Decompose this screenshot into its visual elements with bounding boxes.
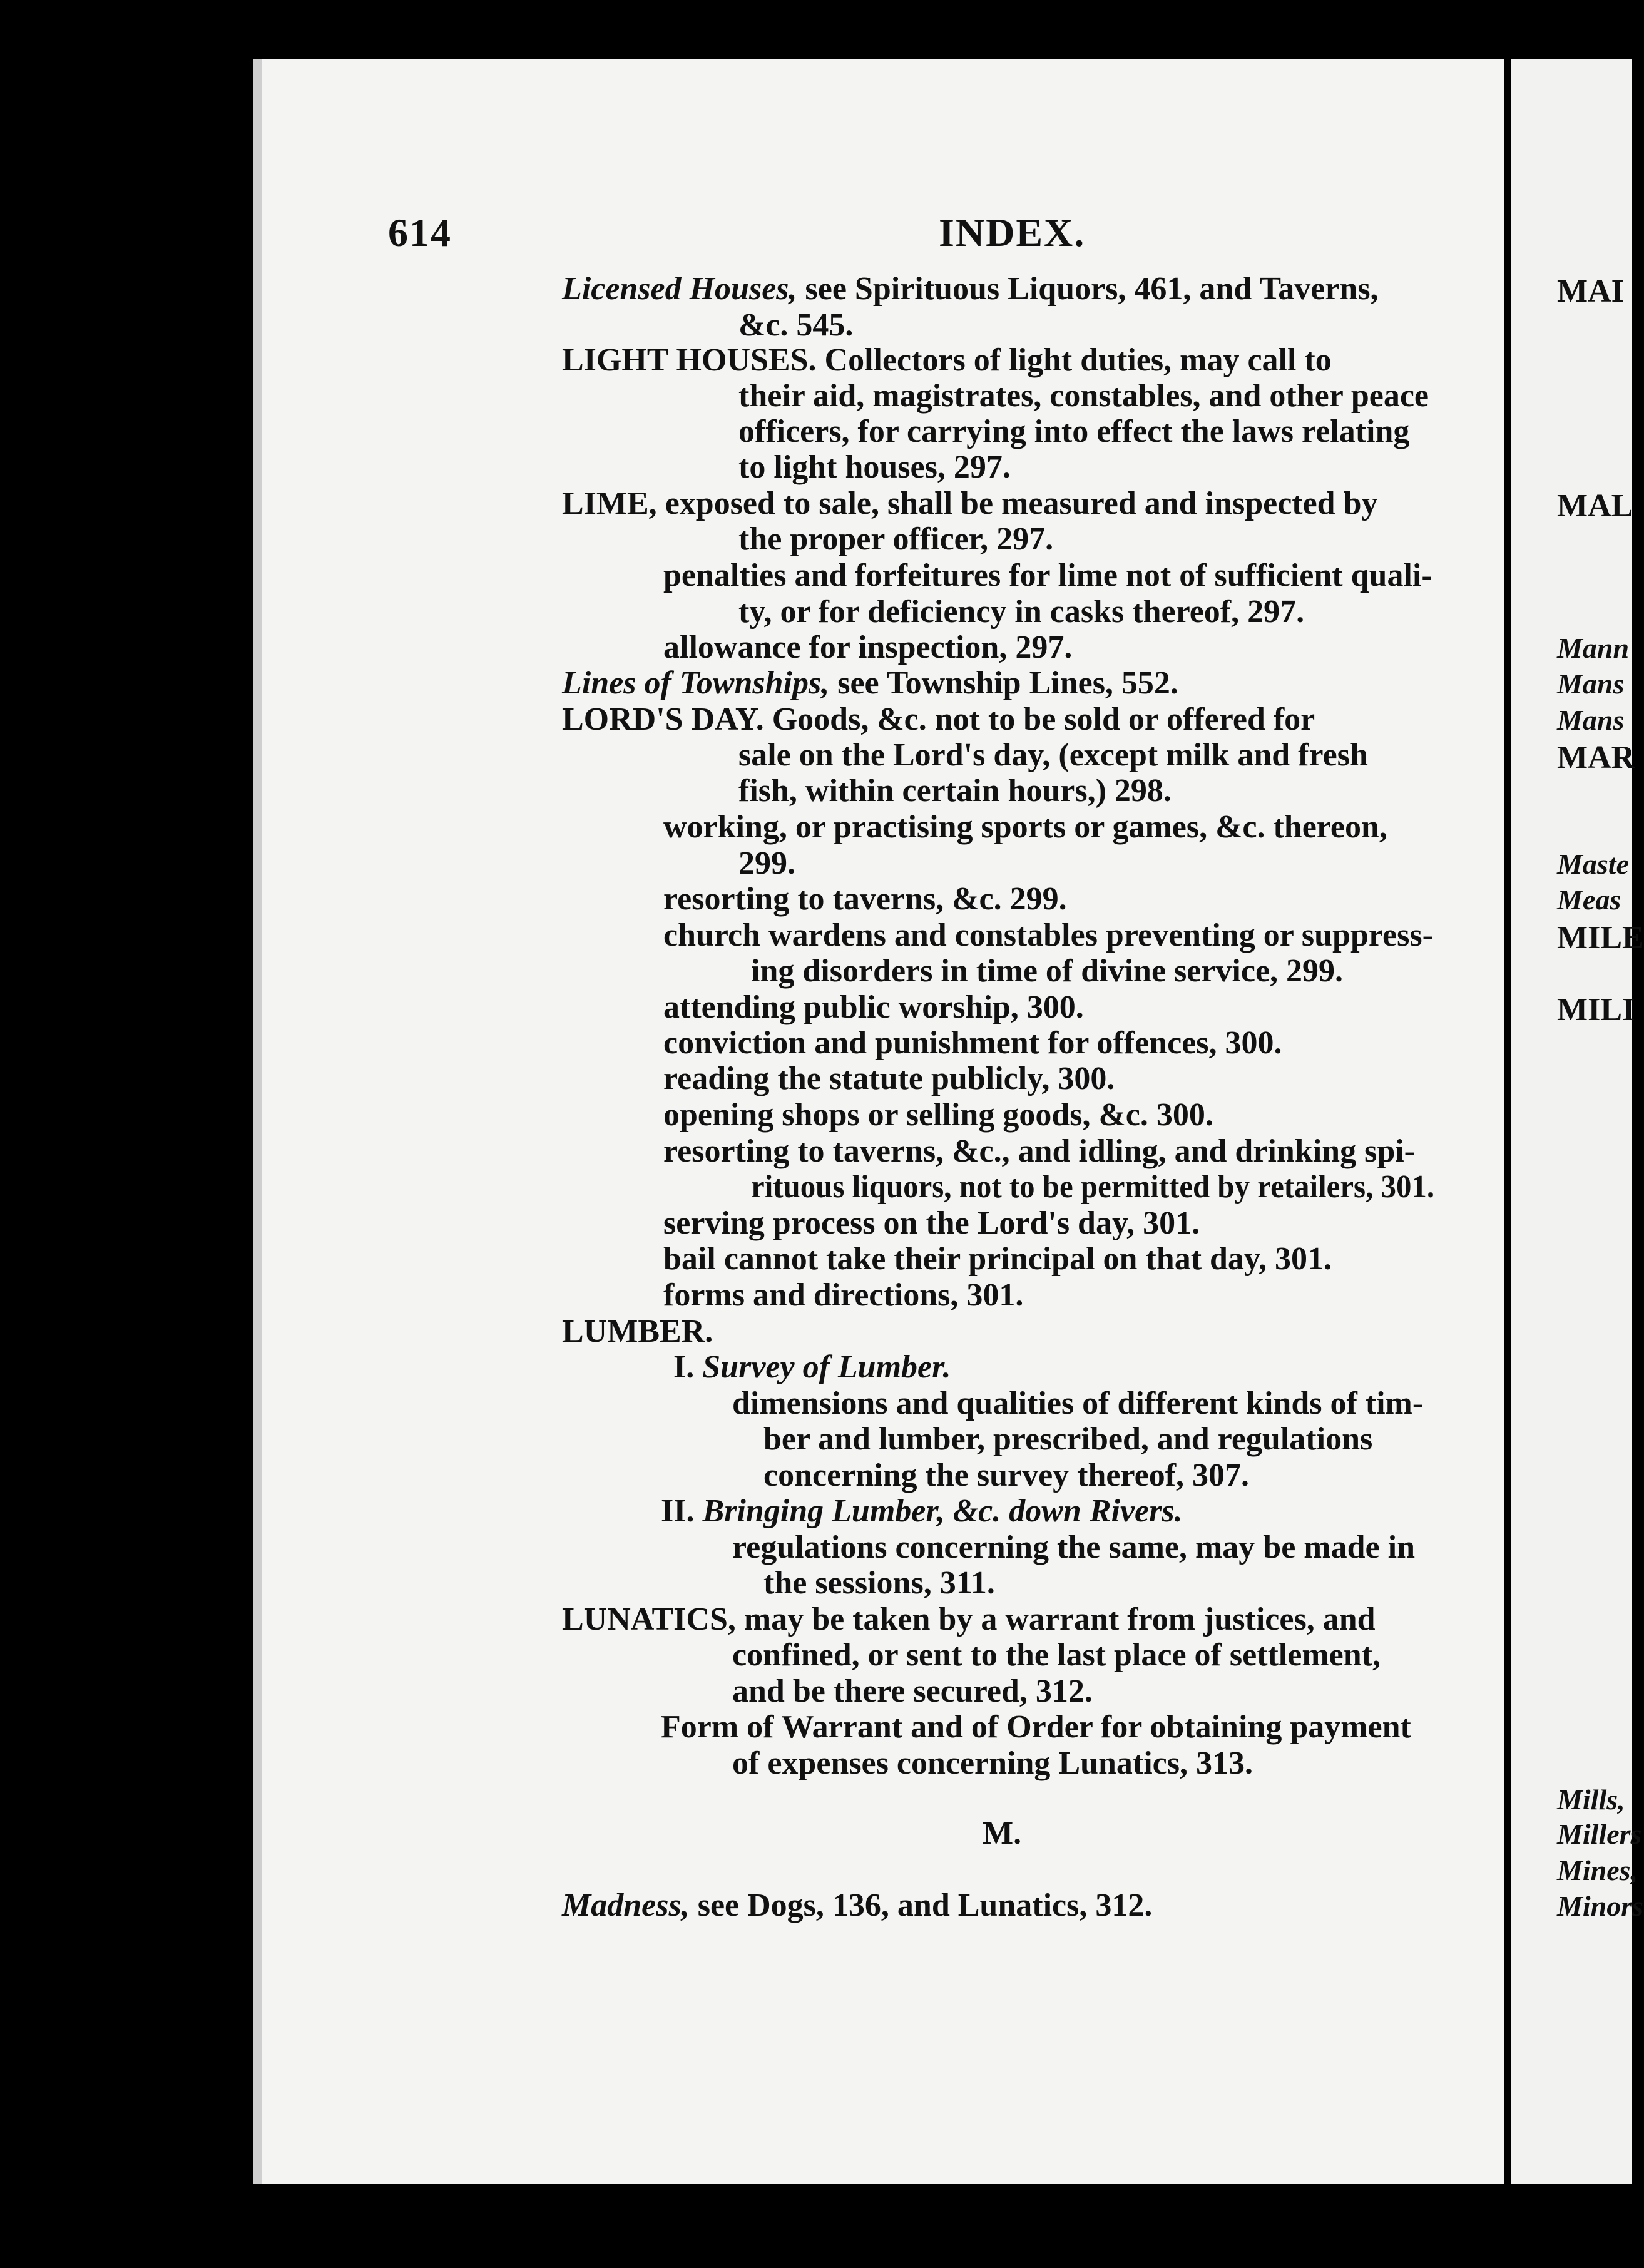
index-text: sale on the Lord's day, (except milk and fresh — [738, 737, 1368, 773]
index-term-italic: Licensed Houses, — [562, 271, 797, 307]
index-term-italic: Survey of Lumber. — [702, 1349, 951, 1385]
index-text: allowance for inspection, 297. — [663, 630, 1073, 665]
index-text: dimensions and qualities of different kinds of tim- — [732, 1386, 1424, 1421]
next-page-fragment: MAR — [1557, 740, 1635, 775]
index-line — [562, 344, 1332, 377]
index-text: LORD'S DAY. — [562, 702, 764, 737]
index-text: working, or practising sports or games, &c. thereon, — [663, 809, 1387, 845]
index-line — [738, 416, 1409, 448]
index-text: reading the statute publicly, 300. — [663, 1061, 1115, 1096]
index-text: regulations concerning the same, may be made in — [732, 1530, 1415, 1565]
index-line — [562, 703, 1315, 736]
index-text: to light houses, 297. — [738, 449, 1011, 485]
index-text: opening shops or selling goods, &c. 300. — [663, 1097, 1213, 1133]
index-line — [751, 1171, 1434, 1203]
index-text: see Dogs, 136, and Lunatics, 312. — [689, 1887, 1153, 1923]
index-text: see Spirituous Liquors, 461, and Taverns, — [797, 271, 1379, 307]
index-line — [661, 1495, 1183, 1528]
next-page-fragment: MILE — [1557, 920, 1644, 956]
next-page-fragment: Mans — [1557, 704, 1625, 736]
index-text: LIGHT HOUSES. — [562, 342, 817, 378]
index-line — [562, 1603, 1376, 1636]
index-text: officers, for carrying into effect the laws relating — [738, 414, 1410, 449]
next-page-fragment: MAL — [1557, 488, 1633, 524]
index-text: 299. — [738, 845, 795, 881]
index-line — [738, 847, 795, 880]
index-line — [738, 739, 1368, 772]
index-text: resorting to taverns, &c., and idling, and drinking spi- — [663, 1133, 1416, 1169]
next-page-fragment: MAI — [1557, 273, 1624, 309]
index-text: of expenses concerning Lunatics, 313. — [732, 1745, 1253, 1781]
index-line — [562, 1315, 713, 1348]
next-page-fragment: Mills, — [1557, 1784, 1625, 1816]
next-page-fragment: Maste — [1557, 848, 1629, 880]
index-line — [738, 523, 1053, 556]
index-line — [732, 1531, 1415, 1564]
index-line — [763, 1567, 995, 1600]
next-page-fragment: Minors — [1557, 1890, 1644, 1922]
index-text: M. — [983, 1816, 1022, 1851]
index-line — [663, 1099, 1213, 1131]
index-line — [663, 883, 1067, 916]
index-line — [738, 775, 1172, 807]
index-line — [763, 1423, 1372, 1456]
index-line — [663, 811, 1387, 844]
page-number: 614 — [388, 210, 452, 255]
index-line — [663, 1207, 1200, 1240]
index-line — [663, 1279, 1023, 1312]
index-term-italic: Lines of Townships, — [562, 665, 830, 701]
index-term-italic: Madness, — [562, 1887, 690, 1923]
index-text: their aid, magistrates, constables, and other peace — [738, 378, 1429, 414]
index-text: and be there secured, 312. — [732, 1673, 1093, 1709]
index-line — [751, 955, 1343, 988]
index-line — [562, 273, 1379, 305]
index-text: bail cannot take their principal on that day, 301. — [663, 1241, 1332, 1277]
next-page-fragment: Millers — [1557, 1818, 1642, 1850]
index-line — [732, 1675, 1093, 1708]
index-text: forms and directions, 301. — [663, 1277, 1024, 1313]
index-line — [562, 488, 1378, 520]
index-line — [663, 559, 1432, 592]
index-text: II. — [661, 1493, 703, 1529]
index-line — [663, 1135, 1415, 1168]
next-page-fragment: MILI — [1557, 992, 1635, 1028]
index-text: LUMBER. — [562, 1314, 713, 1349]
next-page-fragment: Mines, — [1557, 1854, 1638, 1886]
index-text: Collectors of light duties, may call to — [816, 342, 1332, 378]
index-text: resorting to taverns, &c. 299. — [663, 881, 1067, 917]
index-text: ing disorders in time of divine service, 299. — [751, 953, 1344, 989]
index-text: the proper officer, 297. — [738, 521, 1054, 557]
index-text: rituous liquors, not to be permitted by retailers, 301. — [751, 1169, 1435, 1205]
index-line — [732, 1387, 1423, 1420]
index-text: exposed to sale, shall be measured and inspected by — [656, 486, 1378, 521]
index-text: LIME, — [562, 486, 657, 521]
index-text: ty, or for deficiency in casks thereof, 297. — [738, 594, 1305, 630]
index-line — [562, 1889, 1152, 1922]
index-line — [763, 1459, 1249, 1492]
index-text: confined, or sent to the last place of settlement, — [732, 1637, 1381, 1673]
next-page-fragment: Mann — [1557, 632, 1630, 664]
index-text: may be taken by a warrant from justices, and — [735, 1601, 1376, 1637]
index-line — [663, 1063, 1115, 1095]
index-line — [673, 1351, 951, 1384]
index-text: the sessions, 311. — [763, 1565, 995, 1601]
index-text: church wardens and constables preventing or suppress- — [663, 917, 1433, 953]
index-text: Goods, &c. not to be sold or offered for — [763, 702, 1315, 737]
page-title: INDEX. — [939, 210, 1086, 255]
next-page-fragment: Mans — [1557, 668, 1625, 700]
index-line — [732, 1747, 1253, 1780]
index-text: attending public worship, 300. — [663, 989, 1084, 1025]
index-text: Form of Warrant and of Order for obtaining payment — [661, 1709, 1411, 1745]
index-line — [738, 309, 853, 342]
next-page-fragment: Meas — [1557, 884, 1621, 916]
index-line — [738, 596, 1304, 628]
index-line — [983, 1817, 1021, 1850]
index-text: I. — [673, 1349, 703, 1385]
index-line — [732, 1639, 1381, 1672]
index-text: concerning the survey thereof, 307. — [763, 1458, 1250, 1493]
index-term-italic: Bringing Lumber, &c. down Rivers. — [702, 1493, 1183, 1529]
index-line — [663, 631, 1072, 664]
index-text: LUNATICS, — [562, 1601, 736, 1637]
index-line — [661, 1711, 1411, 1744]
index-line — [663, 919, 1433, 952]
index-line — [738, 451, 1011, 484]
index-line — [663, 991, 1084, 1024]
index-line — [663, 1243, 1332, 1275]
index-line — [738, 380, 1429, 412]
index-line — [663, 1027, 1282, 1060]
index-text: serving process on the Lord's day, 301. — [663, 1205, 1200, 1241]
index-text: conviction and punishment for offences, 300. — [663, 1025, 1282, 1061]
index-text: see Township Lines, 552. — [829, 665, 1178, 701]
index-text: penalties and forfeitures for lime not of sufficient quali- — [663, 558, 1432, 593]
index-text: ber and lumber, prescribed, and regulations — [763, 1421, 1373, 1457]
index-line — [562, 667, 1178, 700]
index-text: fish, within certain hours,) 298. — [738, 773, 1172, 809]
index-text: &c. 545. — [738, 307, 854, 343]
